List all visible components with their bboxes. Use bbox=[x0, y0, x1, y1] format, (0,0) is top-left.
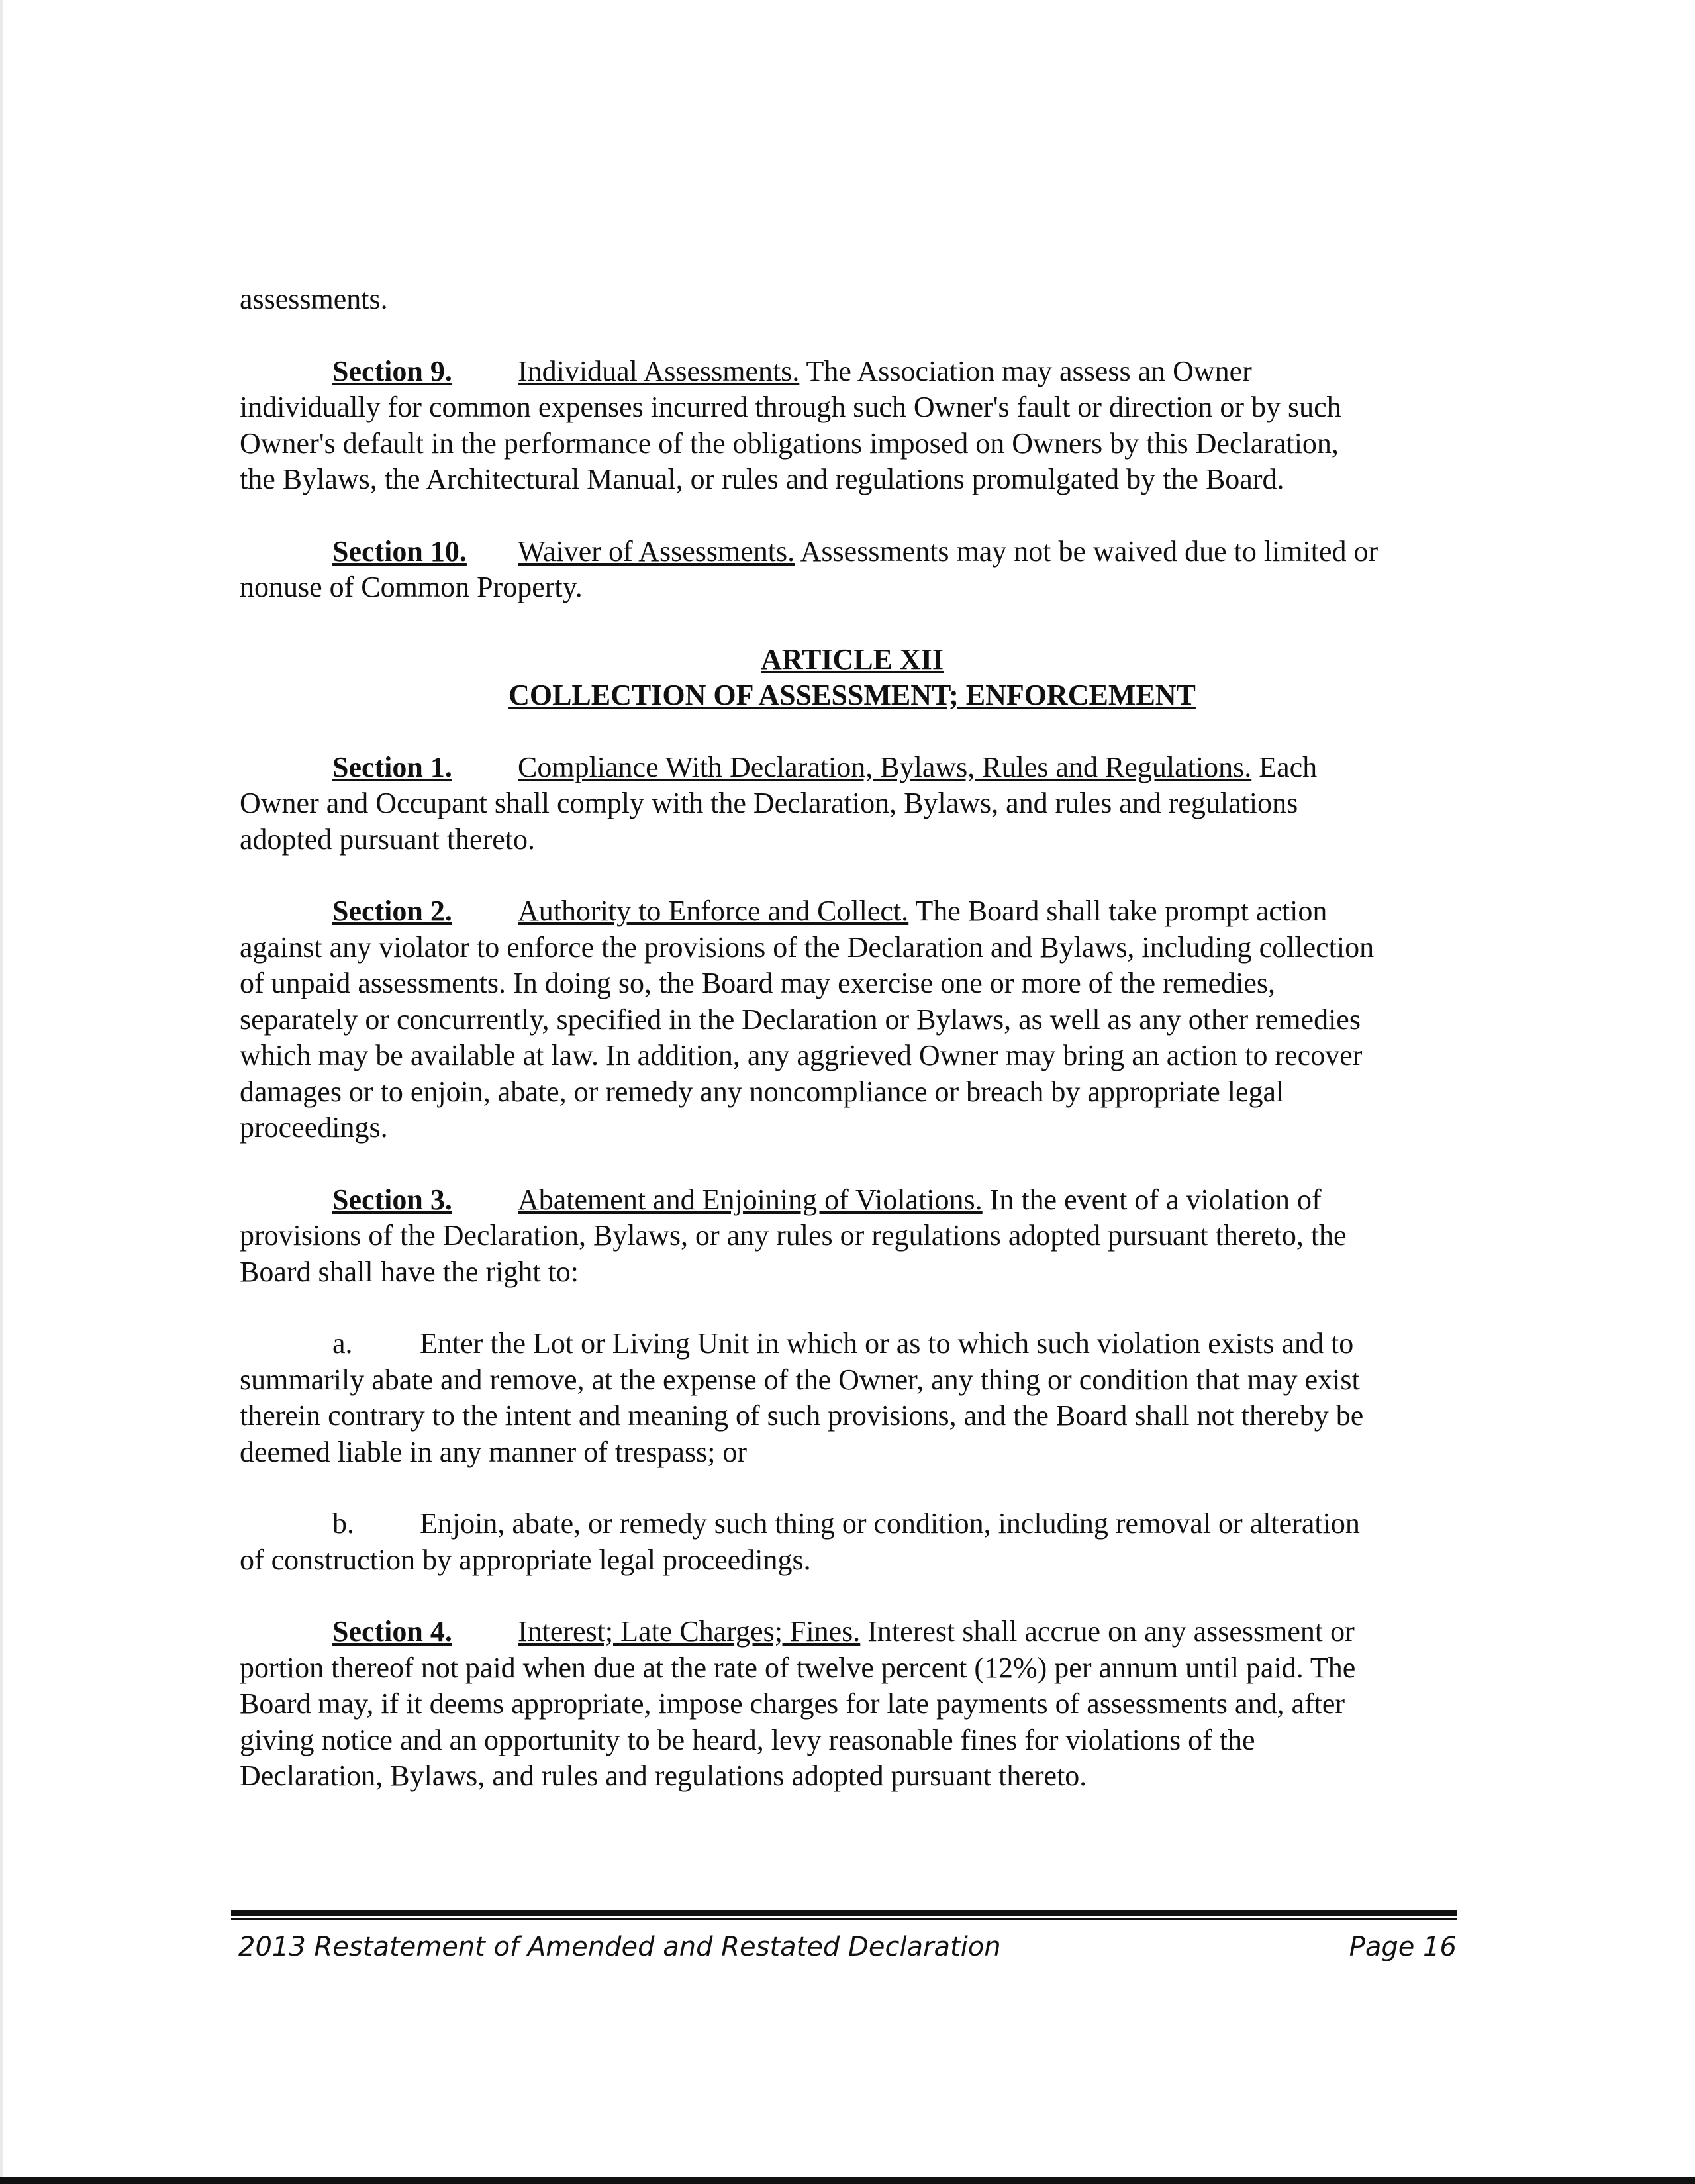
section-text-line: Declaration, Bylaws, and rules and regulations adopted pursuant thereto. bbox=[240, 1760, 1087, 1792]
document-body bbox=[240, 281, 1465, 1830]
section-label: Section 10. bbox=[332, 534, 467, 568]
article-title: COLLECTION OF ASSESSMENT; ENFORCEMENT bbox=[508, 679, 1196, 711]
section-label: Section 1. bbox=[332, 750, 452, 783]
section-text-line: the Bylaws, the Architectural Manual, or rules and regulations promulgated by the Board. bbox=[240, 463, 1284, 495]
section-title: Abatement and Enjoining of Violations. bbox=[518, 1183, 983, 1216]
section-text-line: separately or concurrently, specified in the Declaration or Bylaws, as well as any other remedies bbox=[240, 1003, 1361, 1036]
section-text-line: Owner and Occupant shall comply with the Declaration, Bylaws, and rules and regulations bbox=[240, 787, 1298, 819]
section-text-line: Board may, if it deems appropriate, impose charges for late payments of assessments and, after bbox=[240, 1687, 1345, 1720]
section-text-line: The Association may assess an Owner bbox=[799, 354, 1252, 387]
section-title: Individual Assessments. bbox=[518, 354, 800, 387]
footer-rule-thick bbox=[231, 1910, 1457, 1916]
list-marker: a. bbox=[332, 1327, 353, 1360]
section-1 bbox=[240, 750, 1465, 858]
section-text-line: portion thereof not paid when due at the rate of twelve percent (12%) per annum until paid. The bbox=[240, 1651, 1356, 1684]
section-9 bbox=[240, 354, 1465, 498]
section-text-line: In the event of a violation of bbox=[982, 1183, 1322, 1216]
section-label: Section 9. bbox=[332, 354, 452, 387]
section-title: Compliance With Declaration, Bylaws, Rules and Regulations. bbox=[518, 750, 1252, 783]
list-text-line: of construction by appropriate legal proceedings. bbox=[240, 1543, 811, 1576]
scan-bottom-edge bbox=[0, 2177, 1695, 2184]
section-text-line: against any violator to enforce the provisions of the Declaration and Bylaws, including collection bbox=[240, 930, 1375, 964]
list-text-line: Enter the Lot or Living Unit in which or as to which such violation exists and to bbox=[420, 1327, 1354, 1360]
list-text-line: summarily abate and remove, at the expense of the Owner, any thing or condition that may exist bbox=[240, 1363, 1360, 1396]
section-label: Section 2. bbox=[332, 895, 452, 927]
section-text-line: of unpaid assessments. In doing so, the Board may exercise one or more of the remedies, bbox=[240, 967, 1276, 999]
footer-title: 2013 Restatement of Amended and Restated Declaration bbox=[238, 1932, 1001, 1962]
article-number: ARTICLE XII bbox=[761, 642, 944, 675]
article-heading bbox=[240, 642, 1465, 714]
list-text-line: therein contrary to the intent and meaning of such provisions, and the Board shall not thereby be bbox=[240, 1399, 1364, 1432]
section-title: Interest; Late Charges; Fines. bbox=[518, 1615, 861, 1648]
section-text-line: Board shall have the right to: bbox=[240, 1255, 579, 1288]
section-text-line: provisions of the Declaration, Bylaws, or any rules or regulations adopted pursuant thereto, the bbox=[240, 1219, 1347, 1252]
section-text-line: Each bbox=[1251, 750, 1318, 783]
section-text-line: Assessments may not be waived due to limited or bbox=[795, 534, 1379, 568]
list-item-a bbox=[240, 1326, 1465, 1470]
section-text-line: which may be available at law. In addition, any aggrieved Owner may bring an action to recover bbox=[240, 1039, 1363, 1071]
section-2 bbox=[240, 893, 1465, 1146]
section-label: Section 3. bbox=[332, 1183, 452, 1216]
scan-edge bbox=[0, 0, 3, 2184]
section-text-line: giving notice and an opportunity to be heard, levy reasonable fines for violations of the bbox=[240, 1723, 1255, 1756]
section-text-line: Interest shall accrue on any assessment or bbox=[860, 1615, 1355, 1648]
section-title: Authority to Enforce and Collect. bbox=[518, 895, 909, 927]
section-text-line: proceedings. bbox=[240, 1111, 388, 1144]
list-item-b bbox=[240, 1506, 1465, 1578]
section-text-line: nonuse of Common Property. bbox=[240, 571, 583, 603]
section-title: Waiver of Assessments. bbox=[518, 534, 795, 568]
section-3 bbox=[240, 1182, 1465, 1291]
list-text-line: deemed liable in any manner of trespass; or bbox=[240, 1435, 748, 1468]
page-number: Page 16 bbox=[1349, 1932, 1457, 1962]
section-text-line: damages or to enjoin, abate, or remedy any noncompliance or breach by appropriate legal bbox=[240, 1075, 1284, 1108]
section-text-line: individually for common expenses incurred through such Owner's fault or direction or by such bbox=[240, 391, 1341, 423]
continuation-text: assessments. bbox=[240, 283, 388, 315]
page-footer bbox=[238, 1927, 1457, 1967]
section-text-line: Owner's default in the performance of the obligations imposed on Owners by this Declaration, bbox=[240, 426, 1339, 460]
section-4 bbox=[240, 1614, 1465, 1795]
footer-rule-thin bbox=[231, 1918, 1457, 1920]
section-text-line: The Board shall take prompt action bbox=[908, 895, 1328, 927]
list-marker: b. bbox=[332, 1507, 354, 1540]
section-10 bbox=[240, 534, 1465, 606]
section-text-line: adopted pursuant thereto. bbox=[240, 822, 535, 856]
list-text-line: Enjoin, abate, or remedy such thing or condition, including removal or alteration bbox=[420, 1507, 1360, 1540]
section-label: Section 4. bbox=[332, 1615, 452, 1648]
